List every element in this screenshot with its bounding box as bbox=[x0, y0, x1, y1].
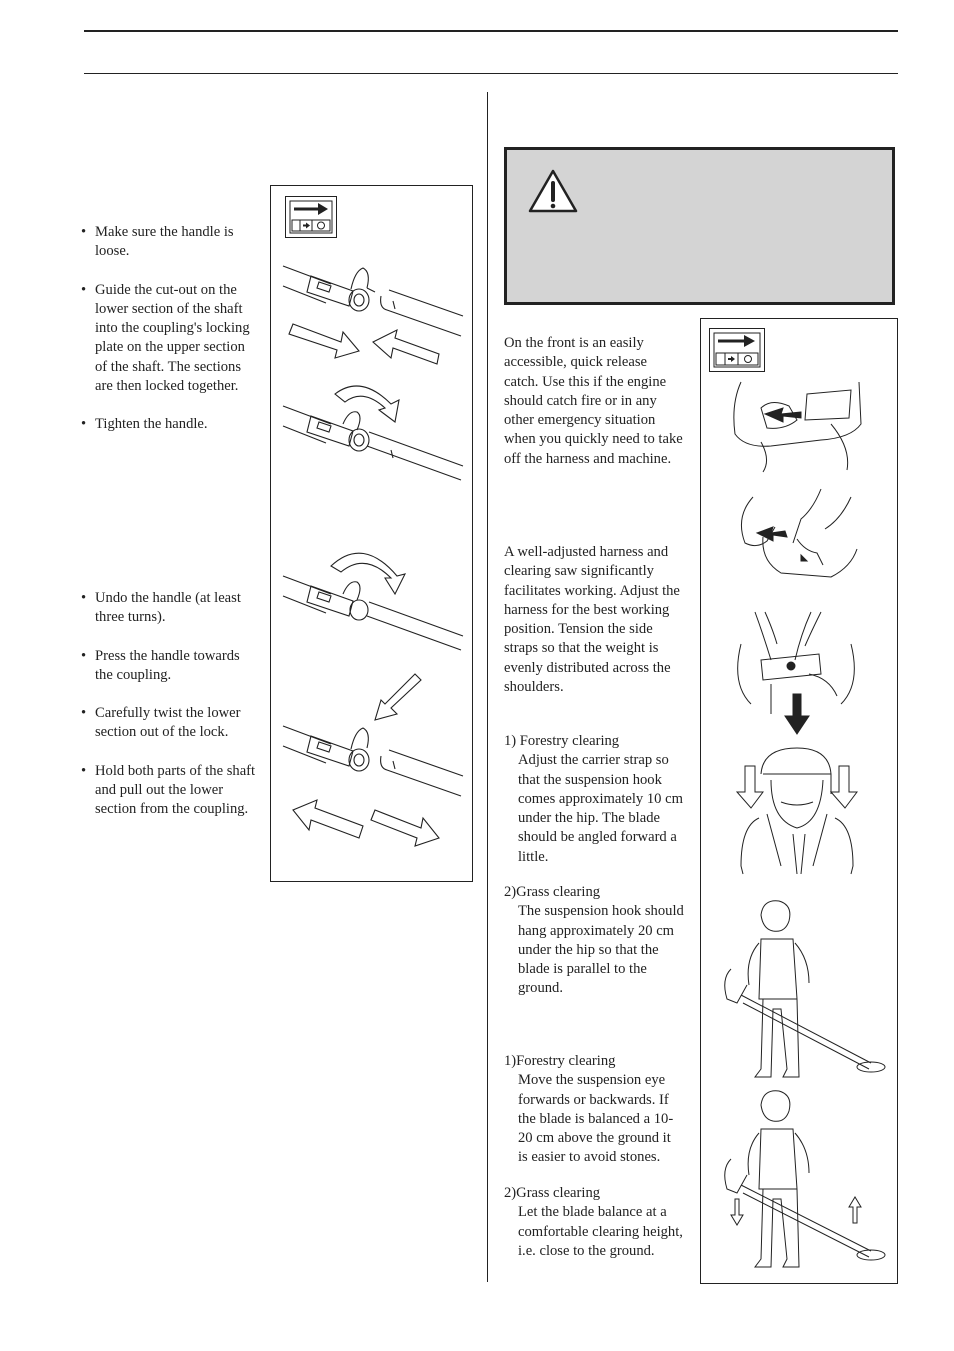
arrow-book-icon bbox=[710, 329, 764, 371]
handle-undo-figure bbox=[283, 553, 463, 650]
coupling-release-figure bbox=[283, 674, 463, 846]
section-title: 1) Forestry clearing bbox=[504, 733, 620, 749]
column-divider bbox=[487, 92, 488, 1282]
section-body: Let the blade balance at a comfortable clearing height, i.e. close to the ground. bbox=[518, 1204, 683, 1259]
coupling-loose-figure bbox=[283, 266, 463, 364]
grass-clearing-figure bbox=[725, 1091, 885, 1267]
list-item: • Hold both parts of the shaft and pull out the lower section from the coupling. bbox=[80, 762, 258, 820]
hook-forestry-section bbox=[504, 732, 684, 867]
forestry-clearing-figure bbox=[725, 901, 885, 1077]
list-item: • Make sure the handle is loose. bbox=[80, 223, 258, 262]
balance-forestry-section bbox=[504, 1052, 684, 1168]
see-instruction-symbol bbox=[709, 328, 765, 372]
tension-straps-figure bbox=[738, 612, 855, 734]
harness-shoulder-figure bbox=[737, 748, 857, 874]
header-rule bbox=[84, 73, 898, 74]
shaft-illustration-panel bbox=[270, 185, 473, 882]
arrow-book-icon bbox=[286, 197, 336, 237]
list-item: • Guide the cut-out on the lower section of the shaft into the coupling's locking plate on the upper section of the shaft. The sections are then locked together. bbox=[80, 281, 258, 397]
harness-illustrations bbox=[701, 374, 897, 1279]
section-body: The suspension hook should hang approximately 20 cm under the hip so that the blade is parallel to the ground. bbox=[518, 903, 684, 997]
harness-illustration-panel bbox=[700, 318, 898, 1284]
warning-triangle-icon bbox=[527, 168, 579, 214]
section-title: 1)Forestry clearing bbox=[504, 1053, 616, 1069]
shaft-coupling-illustrations bbox=[271, 246, 472, 876]
section-body: Move the suspension eye forwards or backwards. If the blade is balanced a 10-20 cm above the ground it is easier to avoid stones. bbox=[518, 1072, 674, 1166]
see-instruction-symbol bbox=[285, 196, 337, 238]
list-item: • Undo the handle (at least three turns). bbox=[80, 589, 258, 628]
list-item: • Press the handle towards the coupling. bbox=[80, 647, 258, 686]
strap-release-figure bbox=[741, 489, 857, 577]
hook-grass-section bbox=[504, 883, 684, 999]
assembly-steps bbox=[80, 223, 258, 435]
section-body: Adjust the carrier strap so that the suspension hook comes approximately 10 cm under the hip. The blade should be angled forward a little. bbox=[518, 752, 683, 865]
list-item: • Tighten the handle. bbox=[80, 415, 258, 434]
quick-release-text: On the front is an easily accessible, quick release catch. Use this if the engine should catch fire or in any other emergency situation when you quickly need to take off the harness and machine. bbox=[504, 335, 683, 467]
adjust-harness-text: A well-adjusted harness and clearing saw significantly facilitates working. Adjust the harness for the best working position. Tension the side straps so that the weight is evenly distributed across the shoulders. bbox=[504, 544, 680, 696]
quick-release-figure bbox=[734, 382, 861, 472]
top-rule bbox=[84, 30, 898, 32]
balance-grass-section bbox=[504, 1184, 684, 1261]
warning-box bbox=[504, 147, 895, 305]
dismantling-steps bbox=[80, 589, 258, 820]
section-title: 2)Grass clearing bbox=[504, 884, 601, 900]
coupling-locked-figure bbox=[283, 386, 463, 480]
list-item: • Carefully twist the lower section out of the lock. bbox=[80, 704, 258, 743]
section-title: 2)Grass clearing bbox=[504, 1185, 601, 1201]
